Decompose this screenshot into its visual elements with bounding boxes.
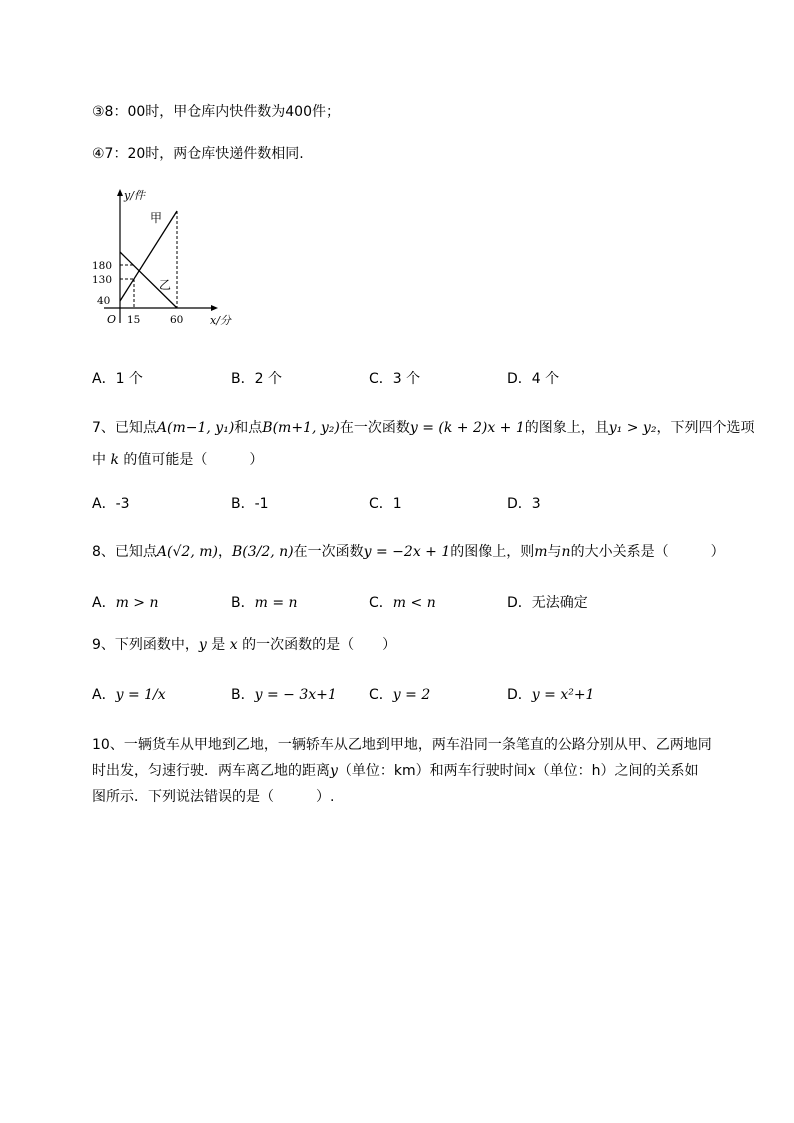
q7-stem-line1: 7、已知点A(m−1, y₁)和点B(m+1, y₂)在一次函数y = (k + 2)x + 1的图象上，且y₁ > y₂，下列四个选项 [92, 420, 755, 436]
q7-option-c: C．1 [369, 496, 402, 512]
statement-4: ④7：20时，两仓库快递件数相同. [92, 146, 304, 162]
line-jia-label: 甲 [150, 211, 163, 225]
q10-line2: 时出发，匀速行驶．两车离乙地的距离y（单位：km）和两车行驶时间x（单位：h）之间的关系如 [92, 763, 699, 779]
q7-condition: y₁ > y₂ [608, 420, 657, 436]
function-graph [86, 185, 246, 335]
q7-function: y = (k + 2)x + 1 [409, 420, 525, 436]
q7-option-a: A．-3 [92, 496, 130, 512]
y-axis-label: y/件 [124, 189, 145, 202]
q7-option-b: B．-1 [231, 496, 269, 512]
q9-option-b: B．y = − 3x+1 [231, 687, 337, 703]
x-axis-label: x/分 [210, 314, 231, 327]
q6-option-a: A．1 个 [92, 371, 143, 387]
statement-3: ③8：00时，甲仓库内快件数为400件； [92, 104, 340, 120]
q8-option-c: C．m < n [369, 595, 436, 611]
q8-option-b: B．m = n [231, 595, 298, 611]
q8-stem: 8、已知点A(√2, m)，B(3/2, n)在一次函数y = −2x + 1的图像上，则m与n的大小关系是（ ） [92, 544, 725, 560]
q6-option-b: B．2 个 [231, 371, 282, 387]
y-tick-180: 180 [92, 260, 113, 272]
q7-stem-line2: 中 k 的值可能是（ ） [92, 452, 264, 468]
q7-option-d: D．3 [507, 496, 541, 512]
q7-point-a: A(m−1, y₁) [156, 420, 235, 436]
origin-label: O [107, 313, 117, 326]
q9-stem: 9、下列函数中，y 是 x 的一次函数的是（ ） [92, 637, 397, 653]
q9-option-d: D．y = x²+1 [507, 687, 595, 703]
q8-option-a: A．m > n [92, 595, 159, 611]
q10-line3: 图所示．下列说法错误的是（ ）. [92, 789, 335, 805]
q8-option-d: D．无法确定 [507, 595, 588, 611]
q10-line1: 10、一辆货车从甲地到乙地，一辆轿车从乙地到甲地，两车沿同一条笔直的公路分别从甲、乙两地同 [92, 737, 712, 753]
x-tick-60: 60 [170, 314, 184, 326]
q6-option-d: D．4 个 [507, 371, 560, 387]
y-axis-arrow [117, 189, 123, 196]
q7-point-b: B(m+1, y₂) [262, 420, 340, 436]
y-tick-40: 40 [97, 295, 111, 307]
q8-function: y = −2x + 1 [363, 544, 451, 560]
y-tick-130: 130 [92, 274, 113, 286]
line-yi-label: 乙 [159, 278, 172, 292]
q9-option-c: C．y = 2 [369, 687, 431, 703]
x-tick-15: 15 [127, 314, 141, 326]
x-axis-arrow [211, 305, 218, 311]
q8-point-a: A(√2, m) [156, 544, 218, 560]
q6-option-c: C．3 个 [369, 371, 421, 387]
q9-option-a: A．y = 1/x [92, 687, 166, 703]
q8-point-b: B(3/2, n) [231, 544, 294, 560]
